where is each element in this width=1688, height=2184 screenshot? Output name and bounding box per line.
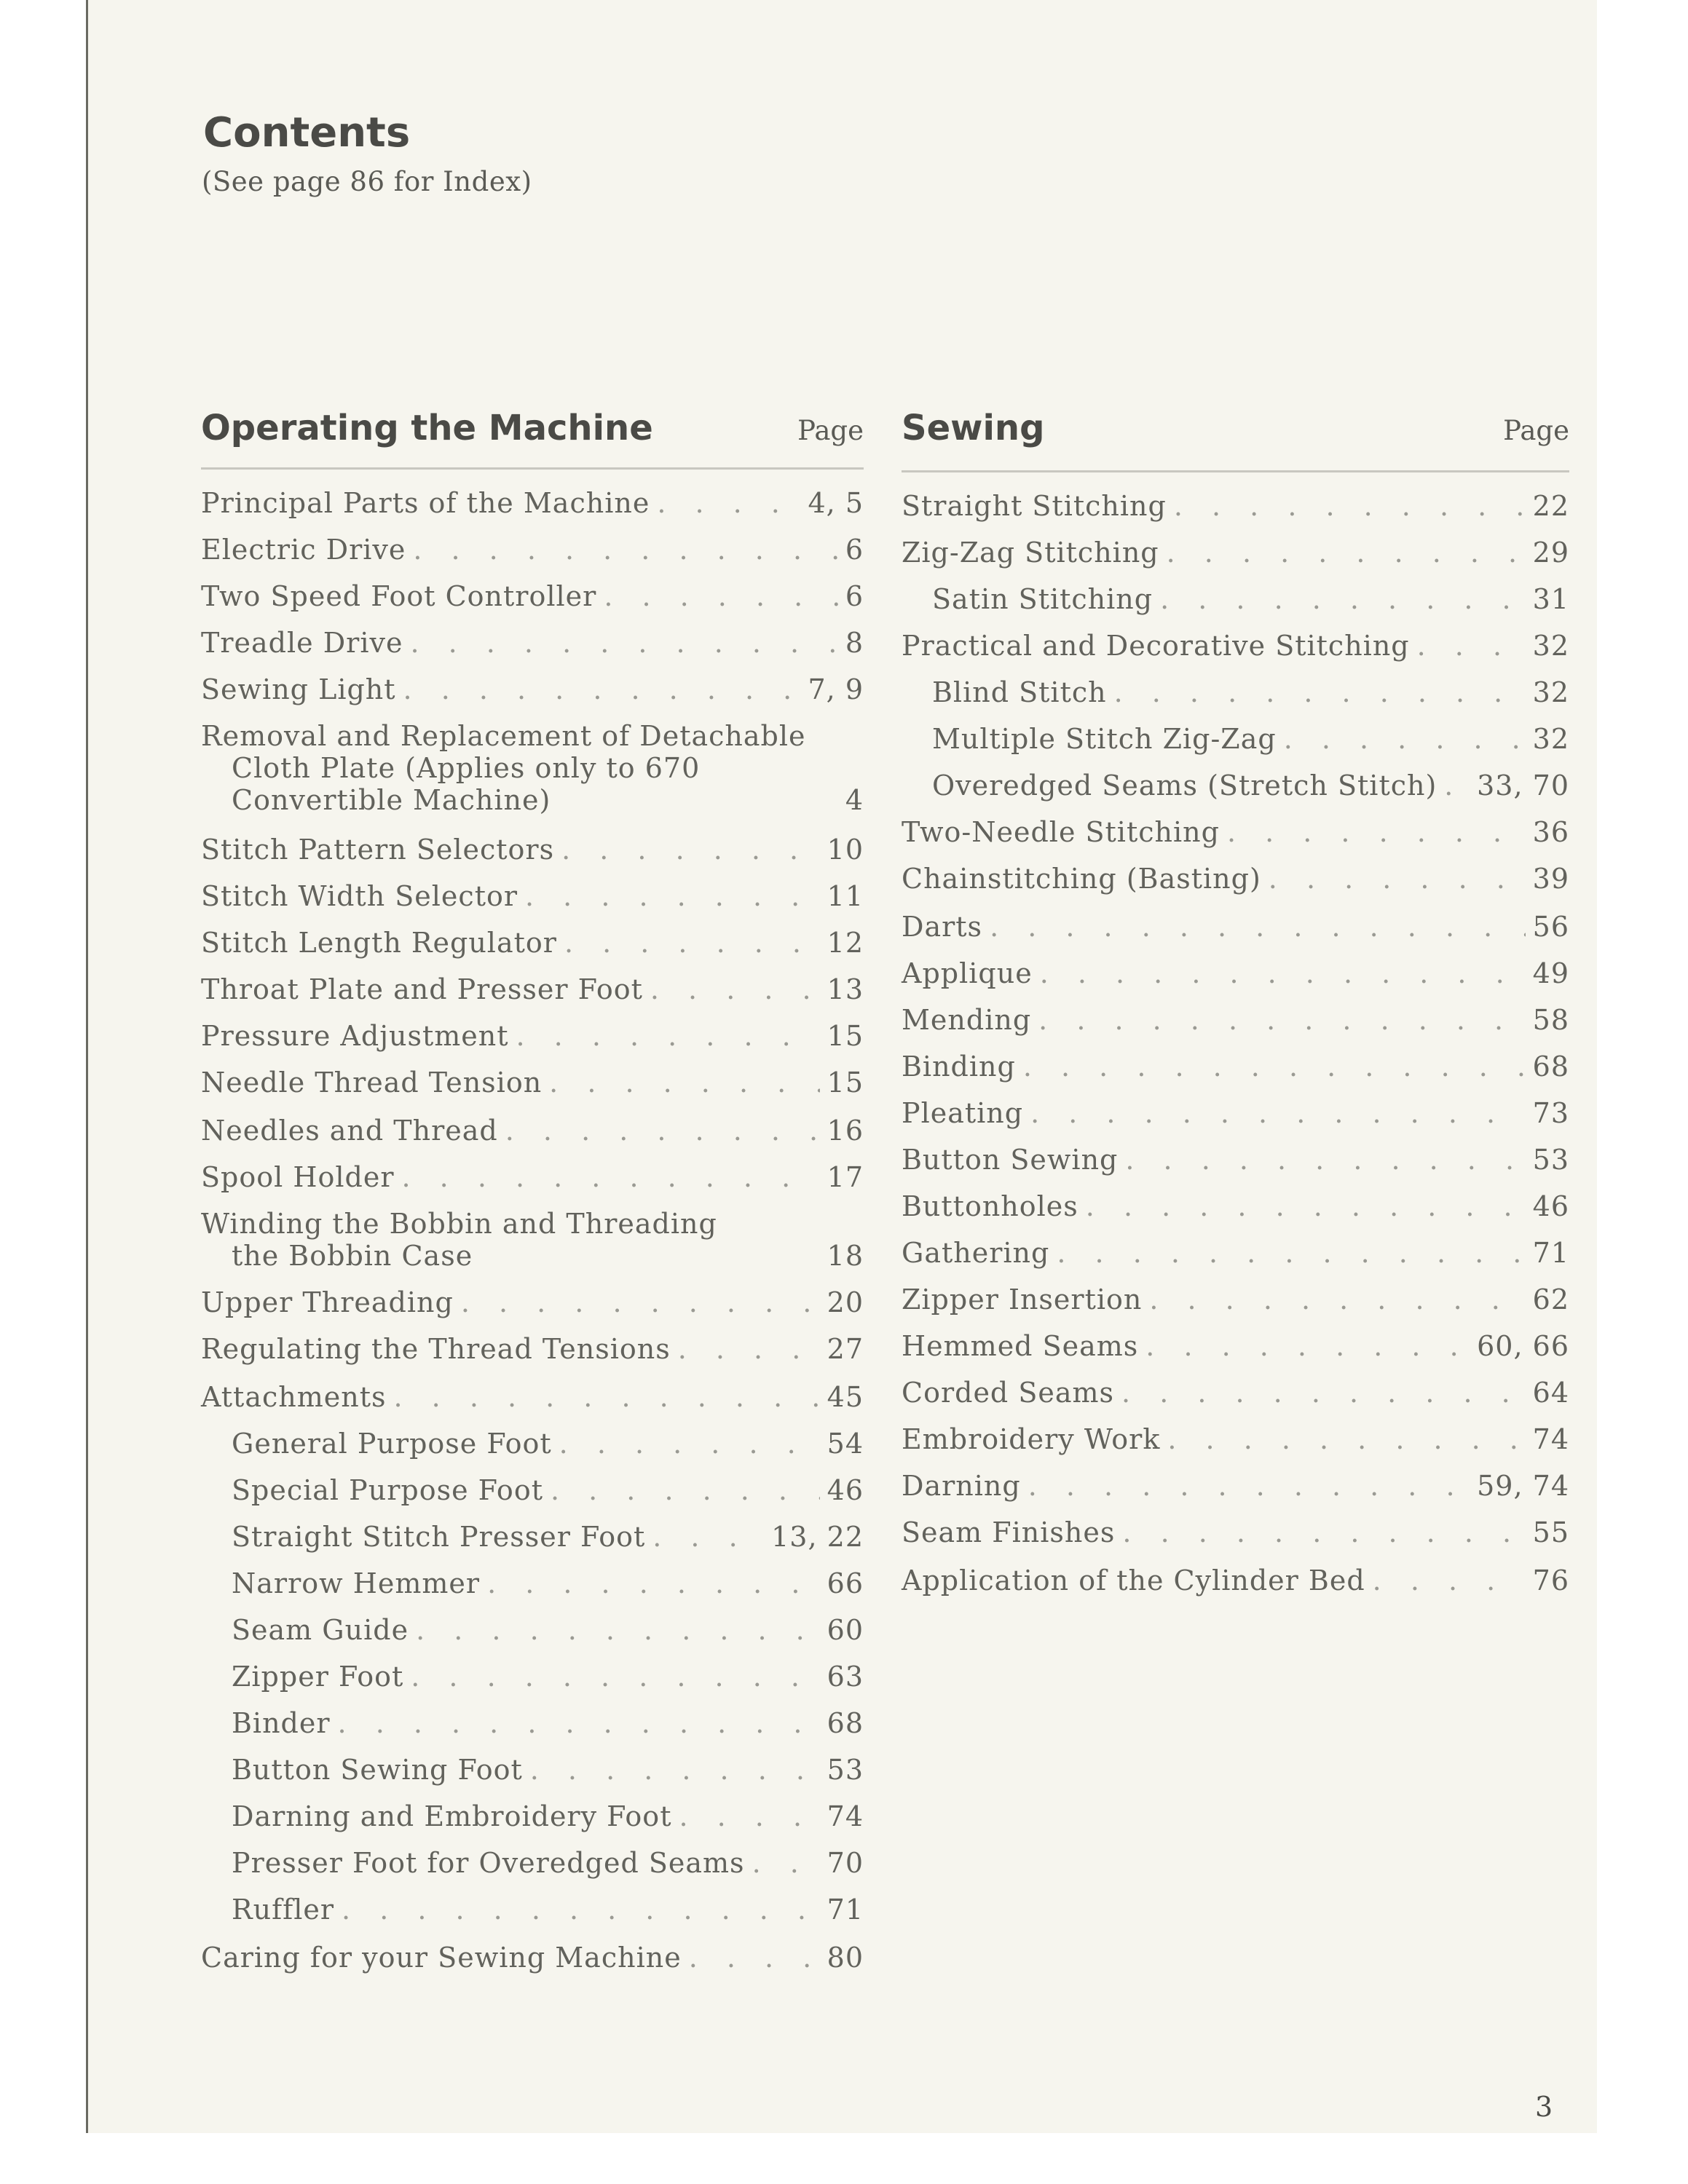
toc-entry: Gathering . . . 71 <box>902 1237 1569 1269</box>
toc-entry: Buttonholes . . . 46 <box>902 1190 1569 1222</box>
page-column-label: Page <box>797 415 864 446</box>
toc-entry: Special Purpose Foot . . . 46 <box>201 1474 864 1506</box>
toc-entry: Pleating . . . 73 <box>902 1097 1569 1129</box>
manual-page <box>86 0 1597 2133</box>
toc-entry: Seam Guide . . . 60 <box>201 1614 864 1646</box>
toc-entry: Attachments . . . 45 <box>201 1381 864 1413</box>
toc-entry: Sewing Light . . . 7, 9 <box>201 673 864 705</box>
toc-entry: Zipper Insertion . . . 62 <box>902 1283 1569 1315</box>
page-title: Contents <box>203 109 411 157</box>
toc-entry: Upper Threading . . . 20 <box>201 1286 864 1318</box>
section-title: Sewing <box>902 408 1045 448</box>
toc-entry: Darning . . . 59, 74 <box>902 1470 1569 1502</box>
page-column-label: Page <box>1503 415 1569 446</box>
toc-entry: General Purpose Foot . . . 54 <box>201 1428 864 1460</box>
toc-entry: Narrow Hemmer . . . 66 <box>201 1567 864 1599</box>
toc-entry: Treadle Drive . . . 8 <box>201 627 864 659</box>
toc-entry: Needles and Thread . . . 16 <box>201 1115 864 1147</box>
toc-entry: Satin Stitching . . . 31 <box>902 583 1569 615</box>
toc-entry: Throat Plate and Presser Foot . . . 13 <box>201 973 864 1005</box>
toc-entry: Binder . . . 68 <box>201 1707 864 1739</box>
toc-entry: Caring for your Sewing Machine . . . 80 <box>201 1942 864 1974</box>
toc-entry: Principal Parts of the Machine . . . 4, 5 <box>201 487 864 519</box>
toc-entry: Corded Seams . . . 64 <box>902 1377 1569 1409</box>
toc-entry: Embroidery Work . . . 74 <box>902 1423 1569 1455</box>
section-header <box>902 408 1569 472</box>
toc-entry: Multiple Stitch Zig-Zag . . . 32 <box>902 723 1569 755</box>
toc-entry: Chainstitching (Basting) . . . 39 <box>902 863 1569 895</box>
toc-entry: Applique . . . 49 <box>902 957 1569 989</box>
toc-entry: Removal and Replacement of Detachable Cloth Plate (Applies only to 670 Convertible Machine) 4 <box>201 720 864 816</box>
toc-entry: Ruffler . . . 71 <box>201 1894 864 1926</box>
section-header <box>201 408 864 470</box>
operating-section <box>201 408 864 1988</box>
toc-entry: Winding the Bobbin and Threading the Bobbin Case 18 <box>201 1208 864 1272</box>
sewing-section <box>902 408 1569 1611</box>
toc-entry: Zig-Zag Stitching . . . 29 <box>902 537 1569 569</box>
toc-entry: Stitch Pattern Selectors . . . 10 <box>201 834 864 866</box>
toc-entry: Darning and Embroidery Foot . . . 74 <box>201 1800 864 1832</box>
toc-entry: Overedged Seams (Stretch Stitch) . . . 33, 70 <box>902 769 1569 802</box>
toc-entry: Electric Drive . . . 6 <box>201 534 864 566</box>
toc-entry: Needle Thread Tension . . . 15 <box>201 1067 864 1099</box>
toc-entry: Stitch Width Selector . . . 11 <box>201 880 864 912</box>
toc-entry: Seam Finishes . . . 55 <box>902 1516 1569 1548</box>
toc-entry: Pressure Adjustment . . . 15 <box>201 1020 864 1052</box>
toc-entry: Blind Stitch . . . 32 <box>902 676 1569 708</box>
toc-entry: Darts . . . 56 <box>902 911 1569 943</box>
toc-entry: Hemmed Seams . . . 60, 66 <box>902 1330 1569 1362</box>
toc-entry: Button Sewing . . . 53 <box>902 1144 1569 1176</box>
toc-entry: Presser Foot for Overedged Seams . . . 70 <box>201 1847 864 1879</box>
toc-entry: Straight Stitch Presser Foot . . . 13, 22 <box>201 1521 864 1553</box>
toc-entry: Regulating the Thread Tensions . . . 27 <box>201 1333 864 1365</box>
index-reference: (See page 86 for Index) <box>202 166 532 197</box>
toc-entry: Application of the Cylinder Bed . . . 76 <box>902 1564 1569 1597</box>
toc-entry: Two-Needle Stitching . . . 36 <box>902 816 1569 848</box>
page-number: 3 <box>1535 2091 1553 2123</box>
toc-entry: Mending . . . 58 <box>902 1004 1569 1036</box>
toc-entry: Zipper Foot . . . 63 <box>201 1661 864 1693</box>
section-title: Operating the Machine <box>201 408 653 448</box>
toc-entry: Two Speed Foot Controller . . . 6 <box>201 580 864 612</box>
toc-entry: Practical and Decorative Stitching . . . 32 <box>902 630 1569 662</box>
toc-entry: Spool Holder . . . 17 <box>201 1161 864 1193</box>
toc-entry: Button Sewing Foot . . . 53 <box>201 1754 864 1786</box>
toc-entry: Straight Stitching . . . 22 <box>902 490 1569 522</box>
toc-entry: Stitch Length Regulator . . . 12 <box>201 927 864 959</box>
toc-entry: Binding . . . 68 <box>902 1051 1569 1083</box>
